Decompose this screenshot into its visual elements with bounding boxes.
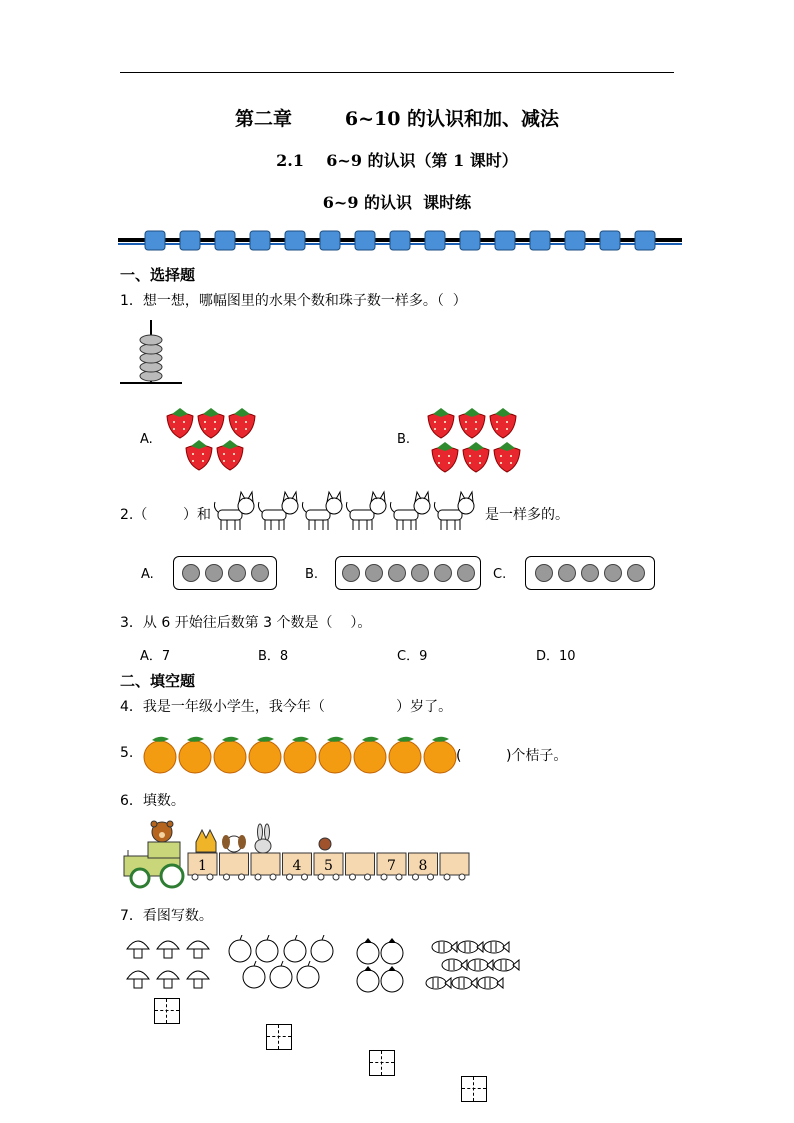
- bar-square: [320, 231, 340, 250]
- strawberry: [217, 440, 243, 470]
- strawberry: [167, 408, 193, 438]
- q3-option-a[interactable]: A．7: [140, 649, 171, 664]
- pomegranate: [381, 938, 403, 964]
- fish: [458, 941, 483, 953]
- mushroom: [127, 941, 149, 958]
- bar-square: [600, 231, 620, 250]
- train-car: [409, 853, 438, 880]
- dot: [205, 564, 223, 582]
- q3-option-b[interactable]: B．8: [258, 649, 289, 664]
- mushroom: [187, 941, 209, 958]
- bar-square: [145, 231, 165, 250]
- q1-option-b[interactable]: B.: [397, 432, 411, 447]
- orange: [284, 737, 316, 773]
- train-car-number: 7: [387, 858, 396, 874]
- section-heading-choice: 一、选择题: [120, 266, 196, 284]
- train-car: [314, 853, 343, 880]
- orange: [214, 737, 246, 773]
- fish: [426, 977, 451, 989]
- dot: [411, 564, 429, 582]
- bar-square: [495, 231, 515, 250]
- dot: [365, 564, 383, 582]
- q2-option-a[interactable]: A.: [141, 567, 154, 582]
- dot: [457, 564, 475, 582]
- apple: [243, 961, 265, 988]
- decorative-divider-bar: [118, 228, 682, 254]
- train-car-number: 1: [198, 858, 207, 874]
- cats-image: [214, 490, 484, 534]
- train-car: [188, 853, 217, 880]
- answer-box-fish[interactable]: [461, 1076, 487, 1102]
- bar-square: [355, 231, 375, 250]
- cat: [214, 492, 254, 530]
- dot: [581, 564, 599, 582]
- question-6: 6．填数。: [120, 793, 185, 809]
- chapter-title: 第二章 6~10 的认识和加、减法: [234, 108, 560, 130]
- bar-square: [565, 231, 585, 250]
- strawberry: [463, 442, 489, 472]
- q3-option-c[interactable]: C．9: [397, 649, 428, 664]
- pomegranate: [357, 966, 379, 992]
- dot: [627, 564, 645, 582]
- strawberry: [428, 408, 454, 438]
- dot: [558, 564, 576, 582]
- q2-dots-box-a: [173, 556, 277, 590]
- orange: [389, 737, 421, 773]
- train-car-number: 5: [324, 858, 333, 874]
- look-and-write-image: [120, 935, 530, 1030]
- fish: [468, 959, 493, 971]
- cat: [258, 492, 298, 530]
- cat: [346, 492, 386, 530]
- orange: [424, 737, 456, 773]
- dot: [228, 564, 246, 582]
- q2-dots-box-b: [335, 556, 481, 590]
- orange: [319, 737, 351, 773]
- dot: [434, 564, 452, 582]
- strawberry: [490, 408, 516, 438]
- question-2-prefix: 2.（ ）和: [120, 507, 211, 523]
- train-car: [220, 853, 249, 880]
- answer-box-apples[interactable]: [266, 1024, 292, 1050]
- bar-square: [180, 231, 200, 250]
- train-car: [377, 853, 406, 880]
- oranges-image: [143, 730, 459, 776]
- q1-option-a[interactable]: A.: [140, 432, 153, 447]
- apple: [284, 935, 306, 962]
- bar-square: [460, 231, 480, 250]
- dot: [535, 564, 553, 582]
- bar-square: [635, 231, 655, 250]
- dot: [182, 564, 200, 582]
- question-5-label: 5.: [120, 745, 134, 761]
- strawberry: [459, 408, 485, 438]
- mushroom: [127, 971, 149, 988]
- bar-square: [215, 231, 235, 250]
- q2-option-b[interactable]: B.: [305, 567, 319, 582]
- abacus-image: [118, 318, 184, 388]
- bar-square: [390, 231, 410, 250]
- question-7: 7．看图写数。: [120, 908, 213, 924]
- question-3: 3．从 6 开始往后数第 3 个数是（ ）。: [120, 615, 372, 631]
- fish: [478, 977, 503, 989]
- apple: [256, 935, 278, 962]
- dot: [604, 564, 622, 582]
- question-5-suffix: ( )个桔子。: [456, 748, 568, 764]
- dot: [251, 564, 269, 582]
- mushroom: [157, 971, 179, 988]
- bar-square: [530, 231, 550, 250]
- bar-square: [250, 231, 270, 250]
- strawberry: [229, 408, 255, 438]
- section-title: 2.1 6~9 的认识（第 1 课时）: [276, 151, 518, 170]
- abacus-bead: [140, 335, 162, 345]
- strawberry: [186, 440, 212, 470]
- answer-box-pomegranates[interactable]: [369, 1050, 395, 1076]
- dot: [342, 564, 360, 582]
- lesson-subtitle: 6~9 的认识 课时练: [322, 193, 472, 212]
- apple: [297, 961, 319, 988]
- fish: [494, 959, 519, 971]
- dot: [388, 564, 406, 582]
- fish: [484, 941, 509, 953]
- q2-dots-box-c: [525, 556, 655, 590]
- apple: [229, 935, 251, 962]
- question-2-suffix: 是一样多的。: [485, 507, 569, 523]
- q3-option-d[interactable]: D．10: [536, 649, 576, 664]
- cat: [390, 492, 430, 530]
- q1-strawberries-a: [162, 402, 262, 476]
- q1-strawberries-b: [423, 402, 523, 476]
- fish: [452, 977, 477, 989]
- orange: [249, 737, 281, 773]
- section-heading-fill: 二、填空题: [120, 672, 196, 690]
- apple: [270, 961, 292, 988]
- cat: [434, 492, 474, 530]
- question-4: 4．我是一年级小学生，我今年（ ）岁了。: [120, 699, 453, 715]
- fish: [442, 959, 467, 971]
- pomegranate: [357, 938, 379, 964]
- train-image: [118, 820, 474, 890]
- train-car-number: 4: [292, 858, 302, 874]
- fish: [432, 941, 457, 953]
- train-car: [251, 853, 280, 880]
- mushroom: [157, 941, 179, 958]
- top-rule: [120, 72, 674, 73]
- train-car-number: 8: [418, 858, 428, 874]
- strawberry: [432, 442, 458, 472]
- apple: [311, 935, 333, 962]
- q2-option-c[interactable]: C.: [493, 567, 507, 582]
- mushroom: [187, 971, 209, 988]
- question-1: 1．想一想，哪幅图里的水果个数和珠子数一样多。（ ）: [120, 293, 467, 309]
- orange: [179, 737, 211, 773]
- train-car: [346, 853, 375, 880]
- bar-square: [285, 231, 305, 250]
- train-car: [283, 853, 312, 880]
- orange: [354, 737, 386, 773]
- cat: [302, 492, 342, 530]
- pomegranate: [381, 966, 403, 992]
- bar-square: [425, 231, 445, 250]
- strawberry: [198, 408, 224, 438]
- orange: [144, 737, 176, 773]
- strawberry: [494, 442, 520, 472]
- answer-box-mushrooms[interactable]: [154, 998, 180, 1024]
- train-car: [440, 853, 469, 880]
